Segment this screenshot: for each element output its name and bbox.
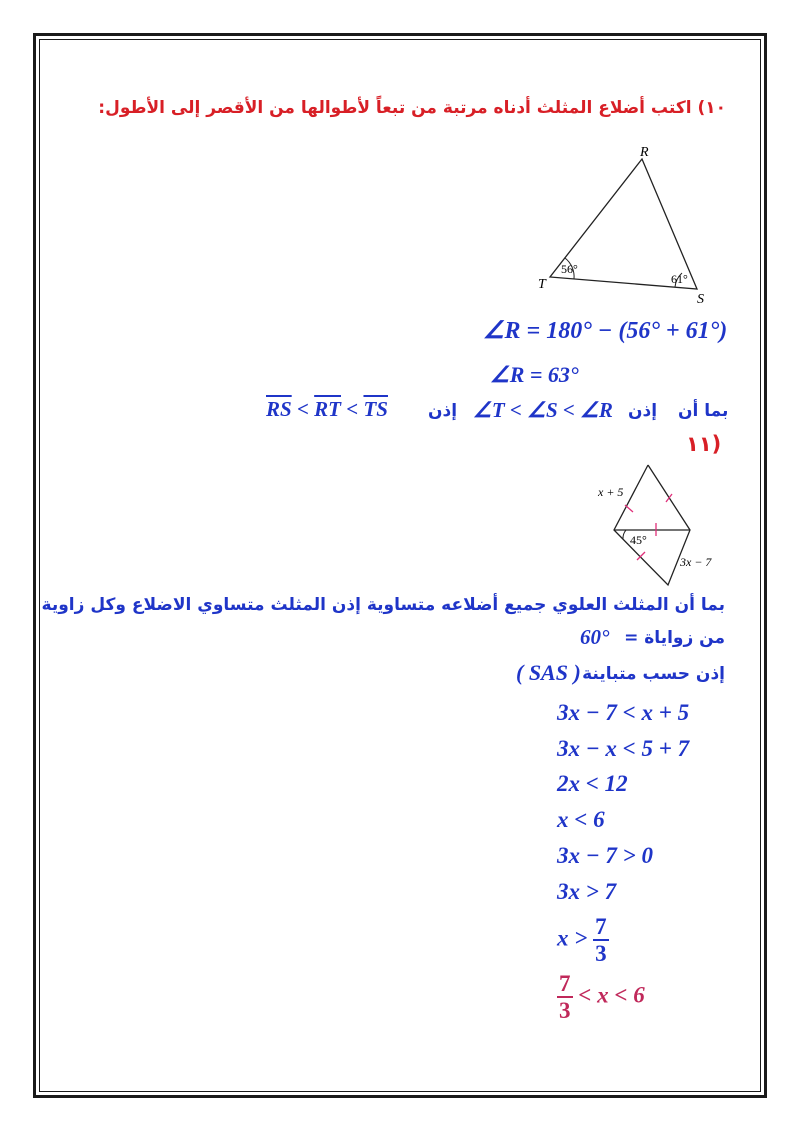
step-5: 3x − 7 > 0	[557, 843, 654, 868]
problem-11-number: (١١	[686, 432, 722, 456]
side-ts: $\overline{TS}$	[363, 397, 388, 421]
side-rt: $\overline{RT}$	[314, 397, 341, 421]
vertex-s-label: S	[697, 292, 704, 307]
conclusion-since: بما أن	[678, 401, 729, 421]
side-rs: $\overline{RS}$	[266, 397, 292, 421]
step-7: x > $\frac{7}{3}$	[557, 914, 607, 966]
equation-angle-r-value: ∠R = 63°	[490, 362, 579, 387]
problem-10-title: ١٠) اكتب أضلاع المثلث أدناه مرتبة من تبعاً لأطوالها من الأقصر إلى الأطول:	[98, 98, 726, 118]
vertex-r-label: R	[640, 145, 649, 160]
equation-angle-r-sum: ∠R = 180° − (56° + 61°)	[483, 318, 728, 344]
step-6: 3x > 7	[557, 879, 617, 904]
sixty-degrees: 60°	[580, 625, 610, 649]
problem-11-text-3: إذن حسب متباينة	[582, 664, 725, 684]
final-answer: $\frac{7}{3}$ < x < 6	[559, 971, 645, 1023]
rhombus-figure	[592, 458, 732, 590]
angle-t-label: 56°	[561, 262, 578, 276]
step-3: 2x < 12	[557, 771, 628, 796]
label-x-plus-5: x + 5	[598, 485, 624, 499]
step-4: x < 6	[557, 807, 605, 832]
problem-11-text-2: من زواياة =	[624, 628, 725, 648]
label-3x-minus-7: 3x − 7	[680, 555, 712, 569]
conclusion-then-1: إذن	[428, 401, 458, 421]
conclusion-then-2: إذن	[628, 401, 658, 421]
step-2: 3x − x < 5 + 7	[557, 736, 690, 761]
vertex-t-label: T	[538, 277, 546, 292]
angle-s-label: 61°	[671, 272, 688, 286]
problem-11-text-1: بما أن المثلث العلوي جميع أضلاعه متساوية إذن المثلث متساوي الاضلاع وكل زاوية	[41, 595, 725, 615]
label-45-degrees: 45°	[630, 533, 647, 547]
angle-order: ∠T < ∠S < ∠R	[473, 398, 613, 422]
sas-label: ( SAS )	[516, 660, 581, 685]
triangle-rts-figure	[530, 142, 720, 307]
step-1: 3x − 7 < x + 5	[557, 700, 690, 725]
conclusion-line: $\overline{RS} < \overline{RT} < \overline{TS}$	[266, 397, 388, 421]
